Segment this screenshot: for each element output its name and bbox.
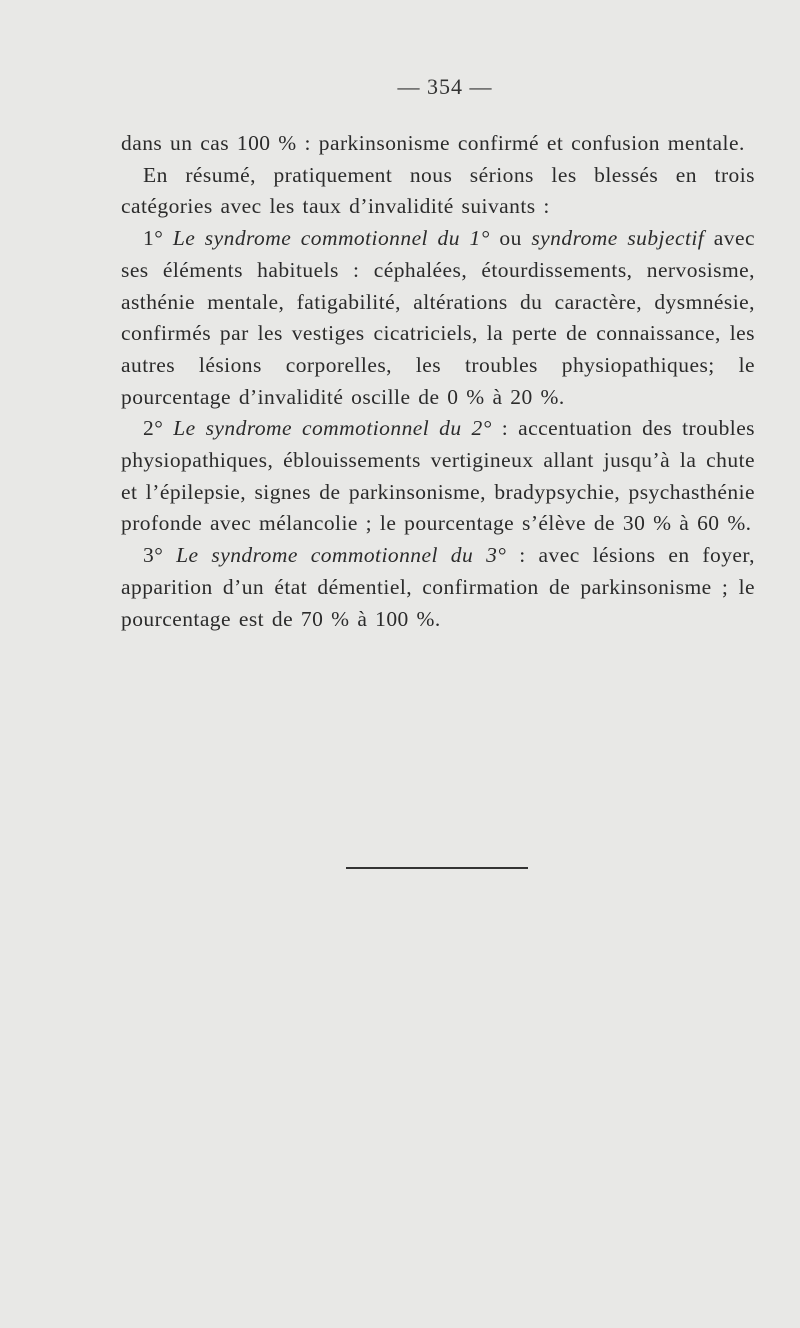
category-2-text: : accentuation des troubles physiopathiques, éblouissements vertigineux allant jusqu’à la chute et l’épilepsie, signes de parkinsonisme, bradypsychie, psychasthénie profonde avec mélancolie ; le pourcentage s’élève de 30 % à 60 %. — [121, 416, 755, 536]
category-1-text: avec ses éléments habituels : céphalées, étourdissements, nervosisme, asthénie mentale, fatigabilité, altérations du caractère, dysmnésie, confirmés par les vestiges cicatriciels, la perte de connaissance, les autres lésions corporelles, les troubles physiopathiques; le pourcentage d’invalidité oscille de 0 % à 20 %. — [121, 226, 755, 409]
paragraph-category-3 — [121, 540, 755, 635]
body-text — [121, 128, 755, 635]
category-1-connector: ou — [489, 226, 532, 251]
paragraph-category-2 — [121, 413, 755, 540]
category-2-title: Le syndrome commotionnel du 2° — [173, 416, 492, 441]
category-1-title: Le syndrome commotionnel du 1° — [172, 226, 490, 251]
category-3-text: : avec lésions en foyer, apparition d’un état démentiel, confirmation de parkinsonisme ; le pourcentage est de 70 % à 100 %. — [121, 543, 755, 631]
category-1-subtitle: syndrome subjectif — [531, 226, 705, 251]
category-3-title: Le syndrome commotionnel du 3° — [176, 543, 507, 568]
category-1-number: 1° — [143, 226, 164, 251]
paragraph-category-1 — [121, 223, 755, 413]
paragraph-continuation: dans un cas 100 % : parkinsonisme confirmé et confusion mentale. — [121, 131, 745, 155]
section-separator-rule — [346, 867, 528, 869]
category-2-number: 2° — [143, 416, 164, 441]
category-3-number: 3° — [143, 543, 164, 568]
page-number: — 354 — — [397, 74, 493, 99]
paragraph-summary: En résumé, pratiquement nous sérions les blessés en trois catégories avec les taux d’invalidité suivants : — [121, 162, 755, 219]
